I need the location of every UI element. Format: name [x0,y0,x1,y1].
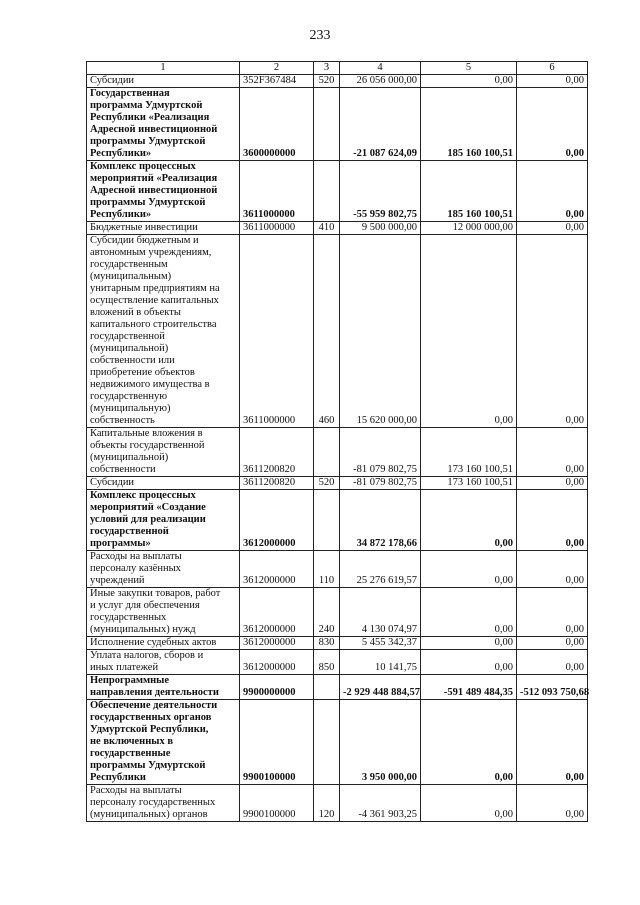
amount-column-4-cell: -81 079 802,75 [340,477,421,490]
amount-column-6-cell: 0,00 [517,477,588,490]
table-row [87,490,588,551]
target-article-code-cell: 9900000000 [240,675,314,700]
amount-column-6-cell: 0,00 [517,88,588,161]
table-row [87,637,588,650]
table-row [87,588,588,637]
expense-name-cell: Субсидии бюджетным и автономным учреждениям, государственным (муниципальным) унитарным предприятиям на осуществление капитальных вложений в объекты капитального строительства государственной (муниципальной) собственности или приобретение объектов недвижимого имущества в государственную (муниципальную) собственность [87,235,240,428]
expense-type-cell [314,700,340,785]
amount-column-4-cell: 25 276 619,57 [340,551,421,588]
amount-column-5-cell: 173 160 100,51 [421,477,517,490]
amount-column-5-cell: 0,00 [421,637,517,650]
expense-type-cell [314,161,340,222]
target-article-code-cell: 9900100000 [240,785,314,822]
amount-column-5-cell: 12 000 000,00 [421,222,517,235]
expense-name-cell: Субсидии [87,75,240,88]
amount-column-6-cell: 0,00 [517,588,588,637]
amount-column-4-cell: -55 959 802,75 [340,161,421,222]
amount-column-5-cell: 0,00 [421,588,517,637]
amount-column-4-cell: 34 872 178,66 [340,490,421,551]
amount-column-5-cell: 173 160 100,51 [421,428,517,477]
expense-name-cell: Субсидии [87,477,240,490]
target-article-code-cell: 3611200820 [240,428,314,477]
target-article-code-cell: 3611000000 [240,235,314,428]
amount-column-5-cell: 0,00 [421,75,517,88]
target-article-code-cell: 9900100000 [240,700,314,785]
amount-column-6-cell: 0,00 [517,700,588,785]
amount-column-4-cell: -4 361 903,25 [340,785,421,822]
page-number: 233 [309,28,331,43]
target-article-code-cell: 3611000000 [240,222,314,235]
expense-type-cell [314,490,340,551]
amount-column-6-cell: 0,00 [517,551,588,588]
column-header: 3 [314,62,340,75]
expense-name-cell: Бюджетные инвестиции [87,222,240,235]
expense-type-cell: 120 [314,785,340,822]
target-article-code-cell: 3612000000 [240,551,314,588]
expense-name-cell: Государственная программа Удмуртской Республики «Реализация Адресной инвестиционной программы Удмуртской Республики» [87,88,240,161]
amount-column-6-cell: -512 093 750,68 [517,675,588,700]
expense-type-cell: 520 [314,75,340,88]
amount-column-4-cell: 3 950 000,00 [340,700,421,785]
column-header: 6 [517,62,588,75]
target-article-code-cell: 3612000000 [240,490,314,551]
amount-column-5-cell: 0,00 [421,700,517,785]
target-article-code-cell: 3612000000 [240,637,314,650]
amount-column-4-cell: 26 056 000,00 [340,75,421,88]
amount-column-6-cell: 0,00 [517,490,588,551]
amount-column-4-cell: 10 141,75 [340,650,421,675]
amount-column-6-cell: 0,00 [517,161,588,222]
amount-column-5-cell: -591 489 484,35 [421,675,517,700]
expense-type-cell [314,88,340,161]
target-article-code-cell: 3612000000 [240,588,314,637]
amount-column-4-cell: 15 620 000,00 [340,235,421,428]
amount-column-4-cell: 4 130 074,97 [340,588,421,637]
amount-column-6-cell: 0,00 [517,428,588,477]
amount-column-6-cell: 0,00 [517,75,588,88]
expense-type-cell: 850 [314,650,340,675]
expense-name-cell: Исполнение судебных актов [87,637,240,650]
amount-column-5-cell: 0,00 [421,551,517,588]
expense-name-cell: Непрограммные направления деятельности [87,675,240,700]
expense-type-cell: 520 [314,477,340,490]
expense-type-cell: 460 [314,235,340,428]
amount-column-4-cell: -81 079 802,75 [340,428,421,477]
amount-column-4-cell: 5 455 342,37 [340,637,421,650]
budget-table [86,61,588,822]
table-row [87,235,588,428]
table-row [87,428,588,477]
expense-name-cell: Комплекс процессных мероприятий «Создание условий для реализации государственной программы» [87,490,240,551]
expense-name-cell: Капитальные вложения в объекты государственной (муниципальной) собственности [87,428,240,477]
table-row [87,785,588,822]
column-header: 5 [421,62,517,75]
expense-type-cell: 110 [314,551,340,588]
target-article-code-cell: 3612000000 [240,650,314,675]
table-row [87,551,588,588]
amount-column-5-cell: 0,00 [421,235,517,428]
amount-column-6-cell: 0,00 [517,650,588,675]
amount-column-5-cell: 0,00 [421,785,517,822]
table-row [87,675,588,700]
expense-name-cell: Обеспечение деятельности государственных органов Удмуртской Республики, не включенных в государственные программы Удмуртской Республики [87,700,240,785]
expense-name-cell: Расходы на выплаты персоналу казённых учреждений [87,551,240,588]
column-header: 1 [87,62,240,75]
target-article-code-cell: 352F367484 [240,75,314,88]
table-row [87,75,588,88]
amount-column-4-cell: 9 500 000,00 [340,222,421,235]
target-article-code-cell: 3611000000 [240,161,314,222]
table-row [87,700,588,785]
expense-type-cell: 830 [314,637,340,650]
column-number-row [87,62,588,75]
expense-name-cell: Иные закупки товаров, работ и услуг для обеспечения государственных (муниципальных) нужд [87,588,240,637]
amount-column-5-cell: 0,00 [421,650,517,675]
expense-name-cell: Уплата налогов, сборов и иных платежей [87,650,240,675]
table-row [87,161,588,222]
table-row [87,222,588,235]
amount-column-5-cell: 0,00 [421,490,517,551]
column-header: 2 [240,62,314,75]
target-article-code-cell: 3600000000 [240,88,314,161]
amount-column-6-cell: 0,00 [517,637,588,650]
amount-column-6-cell: 0,00 [517,785,588,822]
expense-type-cell: 410 [314,222,340,235]
amount-column-5-cell: 185 160 100,51 [421,88,517,161]
table-row [87,88,588,161]
expense-type-cell [314,675,340,700]
amount-column-5-cell: 185 160 100,51 [421,161,517,222]
table-row [87,650,588,675]
expense-type-cell: 240 [314,588,340,637]
column-header: 4 [340,62,421,75]
expense-type-cell [314,428,340,477]
expense-name-cell: Расходы на выплаты персоналу государственных (муниципальных) органов [87,785,240,822]
amount-column-6-cell: 0,00 [517,235,588,428]
amount-column-4-cell: -2 929 448 884,57 [340,675,421,700]
expense-name-cell: Комплекс процессных мероприятий «Реализация Адресной инвестиционной программы Удмуртской Республики» [87,161,240,222]
target-article-code-cell: 3611200820 [240,477,314,490]
table-row [87,477,588,490]
amount-column-4-cell: -21 087 624,09 [340,88,421,161]
amount-column-6-cell: 0,00 [517,222,588,235]
